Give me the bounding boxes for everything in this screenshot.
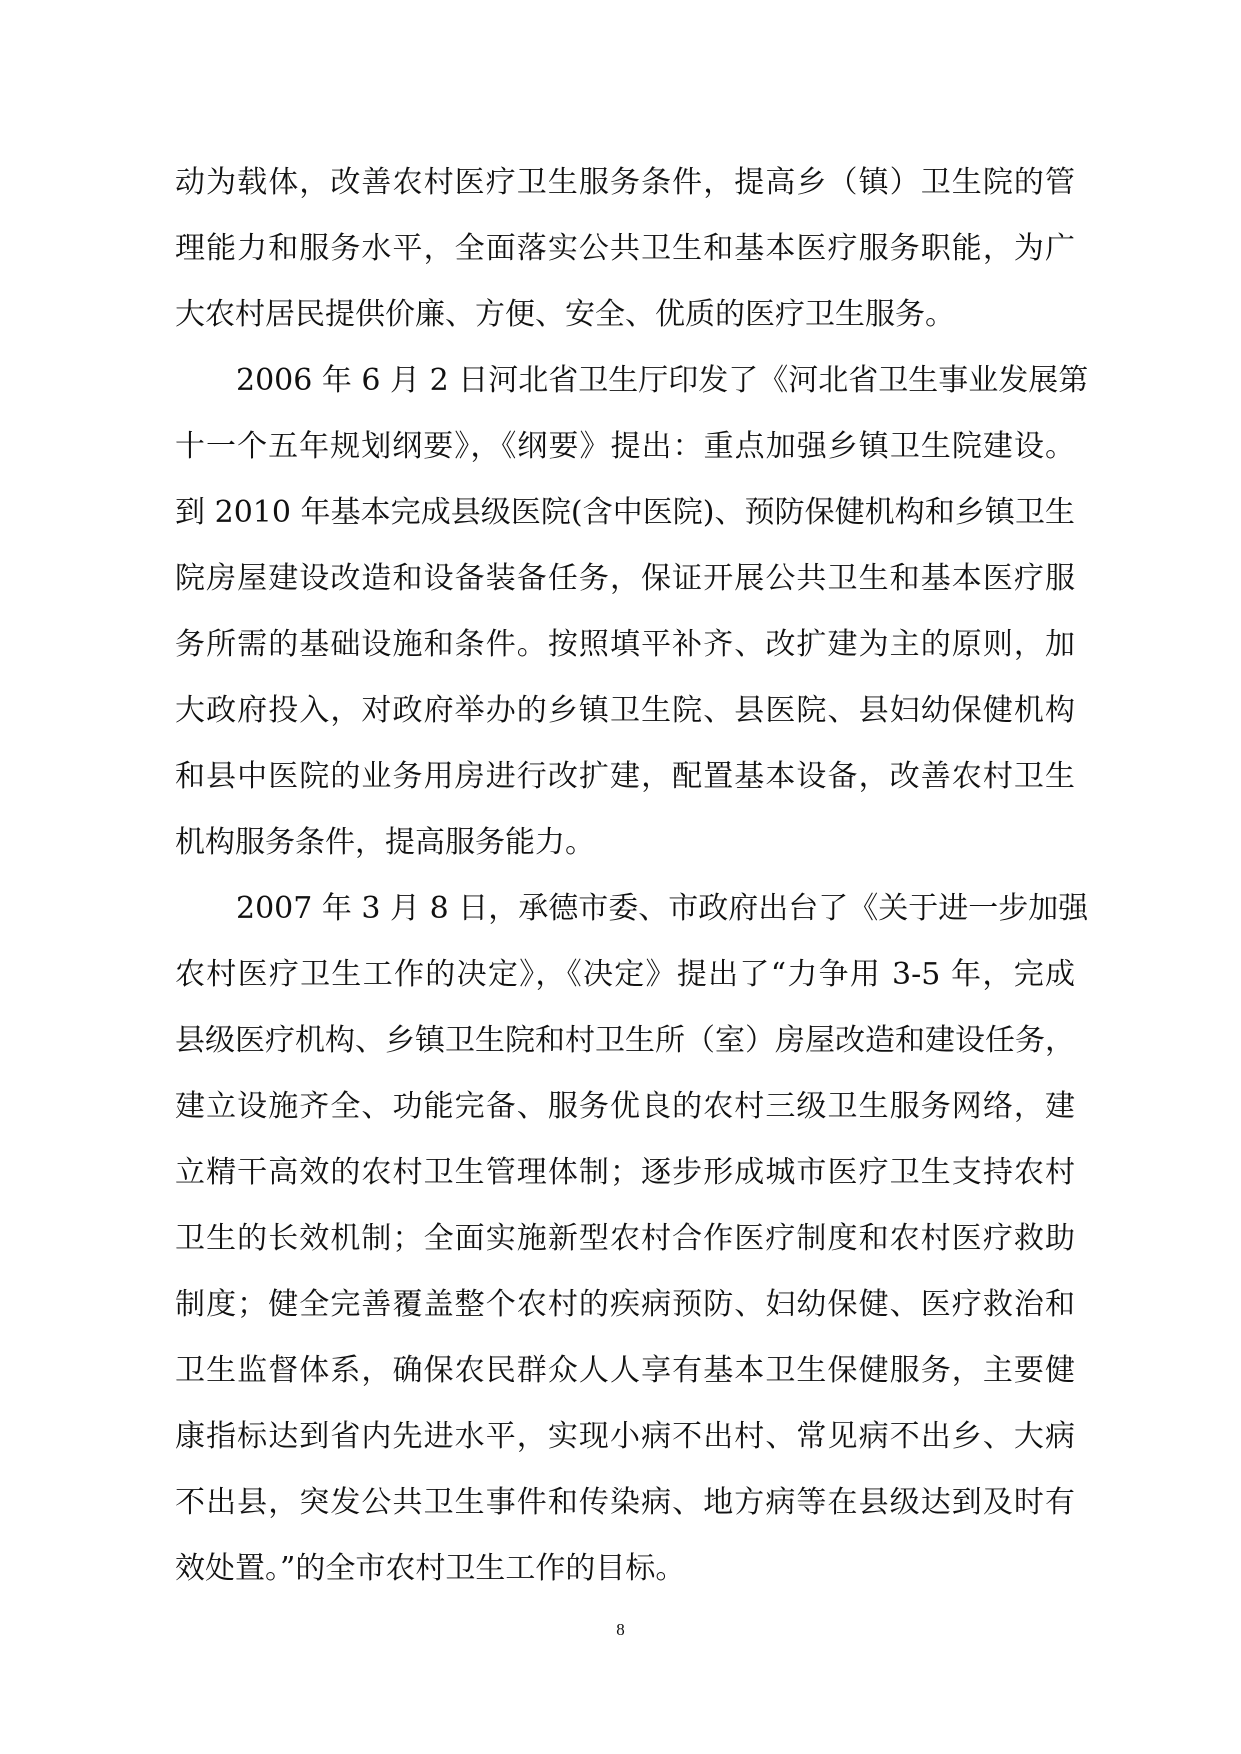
text-line: 动为载体，改善农村医疗卫生服务条件，提高乡（镇）卫生院的管 — [175, 165, 1075, 200]
text-line: 卫生的长效机制；全面实施新型农村合作医疗制度和农村医疗救助 — [175, 1221, 1075, 1256]
text-line: 卫生监督体系，确保农民群众人人享有基本卫生保健服务，主要健 — [175, 1353, 1075, 1388]
text-line: 2006 年 6 月 2 日河北省卫生厅印发了《河北省卫生事业发展第 — [236, 363, 1089, 398]
text-line: 制度；健全完善覆盖整个农村的疾病预防、妇幼保健、医疗救治和 — [175, 1287, 1075, 1322]
paragraph — [175, 356, 1089, 884]
text-line: 康指标达到省内先进水平，实现小病不出村、常见病不出乡、大病 — [175, 1419, 1075, 1454]
text-line: 农村医疗卫生工作的决定》，《决定》提出了“力争用 3-5 年，完成 — [175, 957, 1075, 992]
body-text — [175, 158, 1089, 1610]
text-line: 不出县，突发公共卫生事件和传染病、地方病等在县级达到及时有 — [175, 1485, 1075, 1520]
text-line: 和县中医院的业务用房进行改扩建，配置基本设备，改善农村卫生 — [175, 759, 1075, 794]
text-line: 到 2010 年基本完成县级医院(含中医院)、预防保健机构和乡镇卫生 — [175, 495, 1075, 530]
text-line: 机构服务条件，提高服务能力。 — [175, 825, 595, 860]
text-line: 务所需的基础设施和条件。按照填平补齐、改扩建为主的原则，加 — [175, 627, 1075, 662]
text-line: 立精干高效的农村卫生管理体制；逐步形成城市医疗卫生支持农村 — [175, 1155, 1075, 1190]
text-line: 县级医疗机构、乡镇卫生院和村卫生所（室）房屋改造和建设任务， — [175, 1023, 1075, 1058]
text-line: 大政府投入，对政府举办的乡镇卫生院、县医院、县妇幼保健机构 — [175, 693, 1075, 728]
text-line: 院房屋建设改造和设备装备任务，保证开展公共卫生和基本医疗服 — [175, 561, 1075, 596]
text-line: 理能力和服务水平，全面落实公共卫生和基本医疗服务职能，为广 — [175, 231, 1075, 266]
text-line: 2007 年 3 月 8 日，承德市委、市政府出台了《关于进一步加强 — [236, 891, 1089, 926]
text-line: 十一个五年规划纲要》，《纲要》提出：重点加强乡镇卫生院建设。 — [175, 429, 1075, 464]
paragraph — [175, 884, 1089, 1610]
text-line: 大农村居民提供价廉、方便、安全、优质的医疗卫生服务。 — [175, 297, 955, 332]
paragraph — [175, 158, 1075, 356]
text-line: 效处置。”的全市农村卫生工作的目标。 — [175, 1551, 686, 1586]
text-line: 建立设施齐全、功能完备、服务优良的农村三级卫生服务网络，建 — [175, 1089, 1075, 1124]
page-number: 8 — [616, 1620, 625, 1639]
